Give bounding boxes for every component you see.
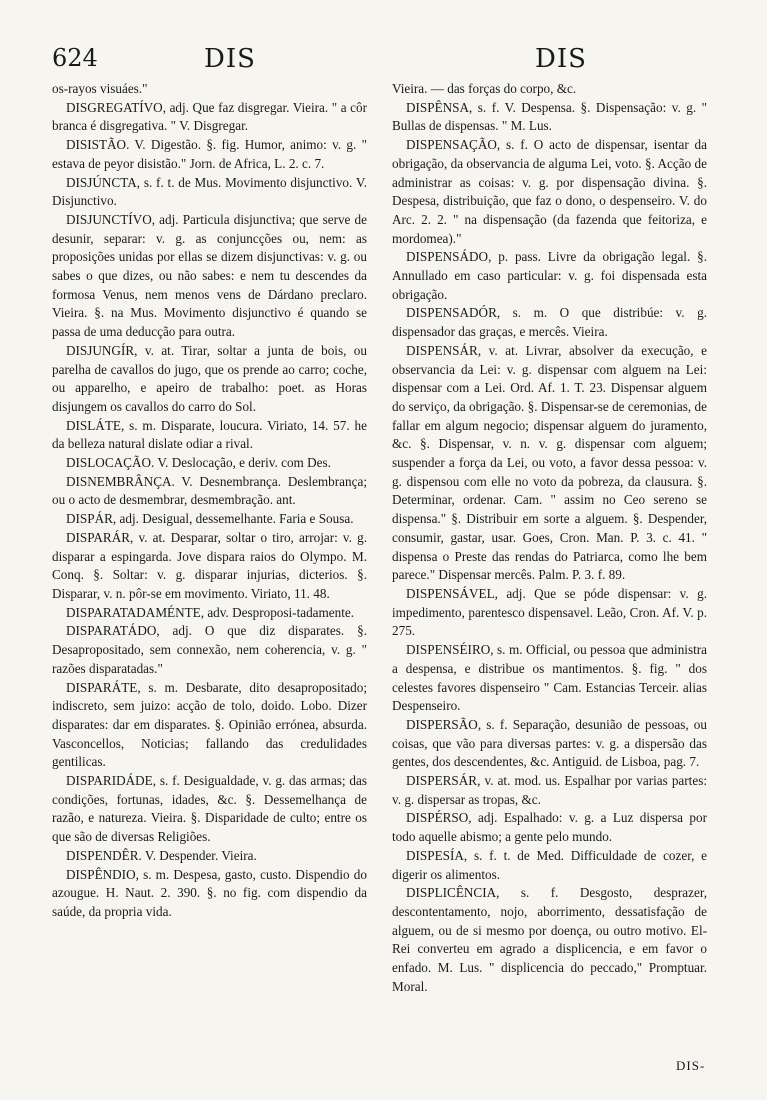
entry: DISPENSADÓR, s. m. O que distribúe: v. g. dispensador das graças, e mercês. Vieira. [392, 305, 707, 340]
entry: DISISTÃO. V. Digestão. §. fig. Humor, animo: v. g. " estava de peyor disistão." Jorn. de Africa, L. 2. c. 7. [52, 137, 367, 171]
entry: DISPENSÉIRO, s. m. Official, ou pessoa que administra a despensa, e distribue os mantimentos. §. fig. " dos celestes favores dispenseiro " Cam. Estancias Terceir. alias Despenseiro. [392, 642, 707, 714]
entry: DISPENSÁDO, p. pass. Livre da obrigação legal. §. Annullado em caso particular: v. g. foi dispensada esta obrigação. [392, 249, 707, 302]
right-column [392, 80, 707, 996]
entry: DISPLICÊNCIA, s. f. Desgosto, desprazer, descontentamento, nojo, aborrimento, dessatisfação de alguem, ou de si mesmo por doença, ou outro motivo. El-Rei converteu em agrado a displicencia, e em favor o enfado. M. Lus. " displicencia do peccado," Promptuar. Moral. [392, 885, 707, 994]
entry: DISJUNCTÍVO, adj. Particula disjunctiva; que serve de desunir, separar: v. g. as conjuncções ou, nem: as proposições unidas por ellas se dizem disjunctivas: v. g. ou sabes o que dizes, ou não sabes: e nem tu descendes da formosa Venus, nem menos vens de Dárdano preclaro. Vieira. §. na Mus. Movimento disjunctivo é quando se passa de uma deducção para outra. [52, 211, 367, 340]
entry: DISNEMBRÂNÇA. V. Desnembrança. Deslembrança; ou o acto de desmembrar, desmembração. ant. [52, 473, 367, 508]
running-head-left: DIS [204, 44, 256, 74]
entry: DISPÉRSO, adj. Espalhado: v. g. a Luz dispersa por todo aquelle abismo; a gente pelo mundo. [392, 810, 707, 845]
entry: DISPESÍA, s. f. t. de Med. Difficuldade de cozer, e digerir os alimentos. [392, 847, 707, 882]
catchword: DIS- [676, 1058, 706, 1073]
entry: DISPERSÃO, s. f. Separação, desunião de pessoas, ou coisas, que vão para diversas partes: v. g. a dispersão das gentes, dos descendentes, &c. Antiguid. de Lisboa, pag. 7. [392, 716, 707, 770]
left-column [52, 80, 367, 922]
entry: DISLÁTE, s. m. Disparate, loucura. Viriato, 14. 57. he da belleza natural dislate odiar a rival. [52, 417, 367, 452]
entry: DISJÚNCTA, s. f. t. de Mus. Movimento disjunctivo. V. Disjunctivo. [52, 174, 367, 209]
entry: DISGREGATÍVO, adj. Que faz disgregar. Vieira. " a côr branca é disgregativa. " V. Disgregar. [52, 99, 367, 134]
entry: DISJUNGÍR, v. at. Tirar, soltar a junta de bois, ou parelha de cavallos do jugo, que os prende ao carro; coche, ou apparelho, e apeiro de trabalho: poet. as Horas disjungem os cavallos do carro do Sol. [52, 342, 367, 414]
entry: DISPARIDÁDE, s. f. Desigualdade, v. g. das armas; das condições, fortunas, idades, &c. §. Dessemelhança de razão, e natureza. Vieira. §. Disparidade de culto; entre os que são de diversas Religiões. [52, 773, 367, 845]
running-head-right: DIS [535, 44, 587, 74]
entry: DISPENSÁR, v. at. Livrar, absolver da execução, e observancia da Lei: v. g. dispensar com alguem na Lei: dispensar com a Lei. Ord. Af. 1. T. 23. Dispensar alguem do serviço, da obrigação. §. Dispensar-se de ceremonias, de fallar em algum negocio; dispensar alguem do juramento, &c. §. Dispensar, v. n. v. g. dispensar com alguem; suspender a força da Lei, ou voto, a favor dessa pessoa: v. g. dispensou com elle no voto da pobreza, da clausura. §. Determinar, ordenar. Cam. " assim no Ceo sereno se dispensa." §. Distribuir em sorte a alguem. §. Despender, consumir, gastar, usar. Goes, Cron. Man. P. 3. c. 41. " dispensa o Preste das rendas do Patriarca, como lhe bem parece." Dispensar mercês. Palm. P. 3. f. 89. [392, 342, 707, 583]
page-number: 624 [52, 44, 98, 72]
entry: DISPARÁR, v. at. Desparar, soltar o tiro, arrojar: v. g. disparar a espingarda. Jove dispara raios do Olympo. M. Conq. §. Soltar: v. g. disparar injurias, dicterios. §. Disparar, v. n. pôr-se em movimento. Viriato, 11. 48. [52, 529, 367, 601]
entry: DISPÊNDIO, s. m. Despesa, gasto, custo. Dispendio do azougue. H. Naut. 2. 390. §. no fig. com dispendio da saúde, da propria vida. [52, 866, 367, 919]
entry: DISLOCAÇÃO. V. Deslocação, e deriv. com Des. [66, 455, 331, 471]
entry: DISPÊNSA, s. f. V. Despensa. §. Dispensação: v. g. " Bullas de dispensas. " M. Lus. [392, 99, 707, 134]
entry: DISPENDÊR. V. Despender. Vieira. [66, 847, 257, 863]
entry: DISPENSAÇÃO, s. f. O acto de dispensar, isentar da obrigação, da observancia de alguma Lei, voto. §. Acção de administrar as coisas: v. g. por dispensação divina. §. Despesa, distribuição, que faz o dono, o despenseiro. V. do Arc. 2. 2. " na dispensação (da fazenda que feitoriza, e mordomea)." [392, 137, 707, 246]
entry: DISPERSÁR, v. at. mod. us. Espalhar por varias partes: v. g. dispersar as tropas, &c. [392, 773, 707, 807]
entry: DISPÁR, adj. Desigual, dessemelhante. Faria e Sousa. [66, 511, 354, 527]
entry: DISPARATADAMÉNTE, adv. Desproposi-tadamente. [66, 604, 355, 620]
entry: DISPARÁTE, s. m. Desbarate, dito desapropositado; indiscreto, sem juizo: acção de tolo, doido. Lobo. Dizer disparates: dar em disparates. §. Opinião errónea, absurda. Vasconcellos, Noticias; fallando das credulidades gentilicas. [52, 679, 367, 770]
entry: Vieira. — das forças do corpo, &c. [392, 81, 577, 96]
entry: os-rayos visuáes." [52, 81, 148, 96]
entry: DISPARATÁDO, adj. O que diz disparates. §. Desapropositado, sem connexão, nem coherencia, v. g. " razões disparatadas." [52, 623, 367, 676]
entry: DISPENSÁVEL, adj. Que se póde dispensar: v. g. impedimento, parentesco dispensavel. Leão, Cron. Af. V. p. 275. [392, 585, 707, 639]
